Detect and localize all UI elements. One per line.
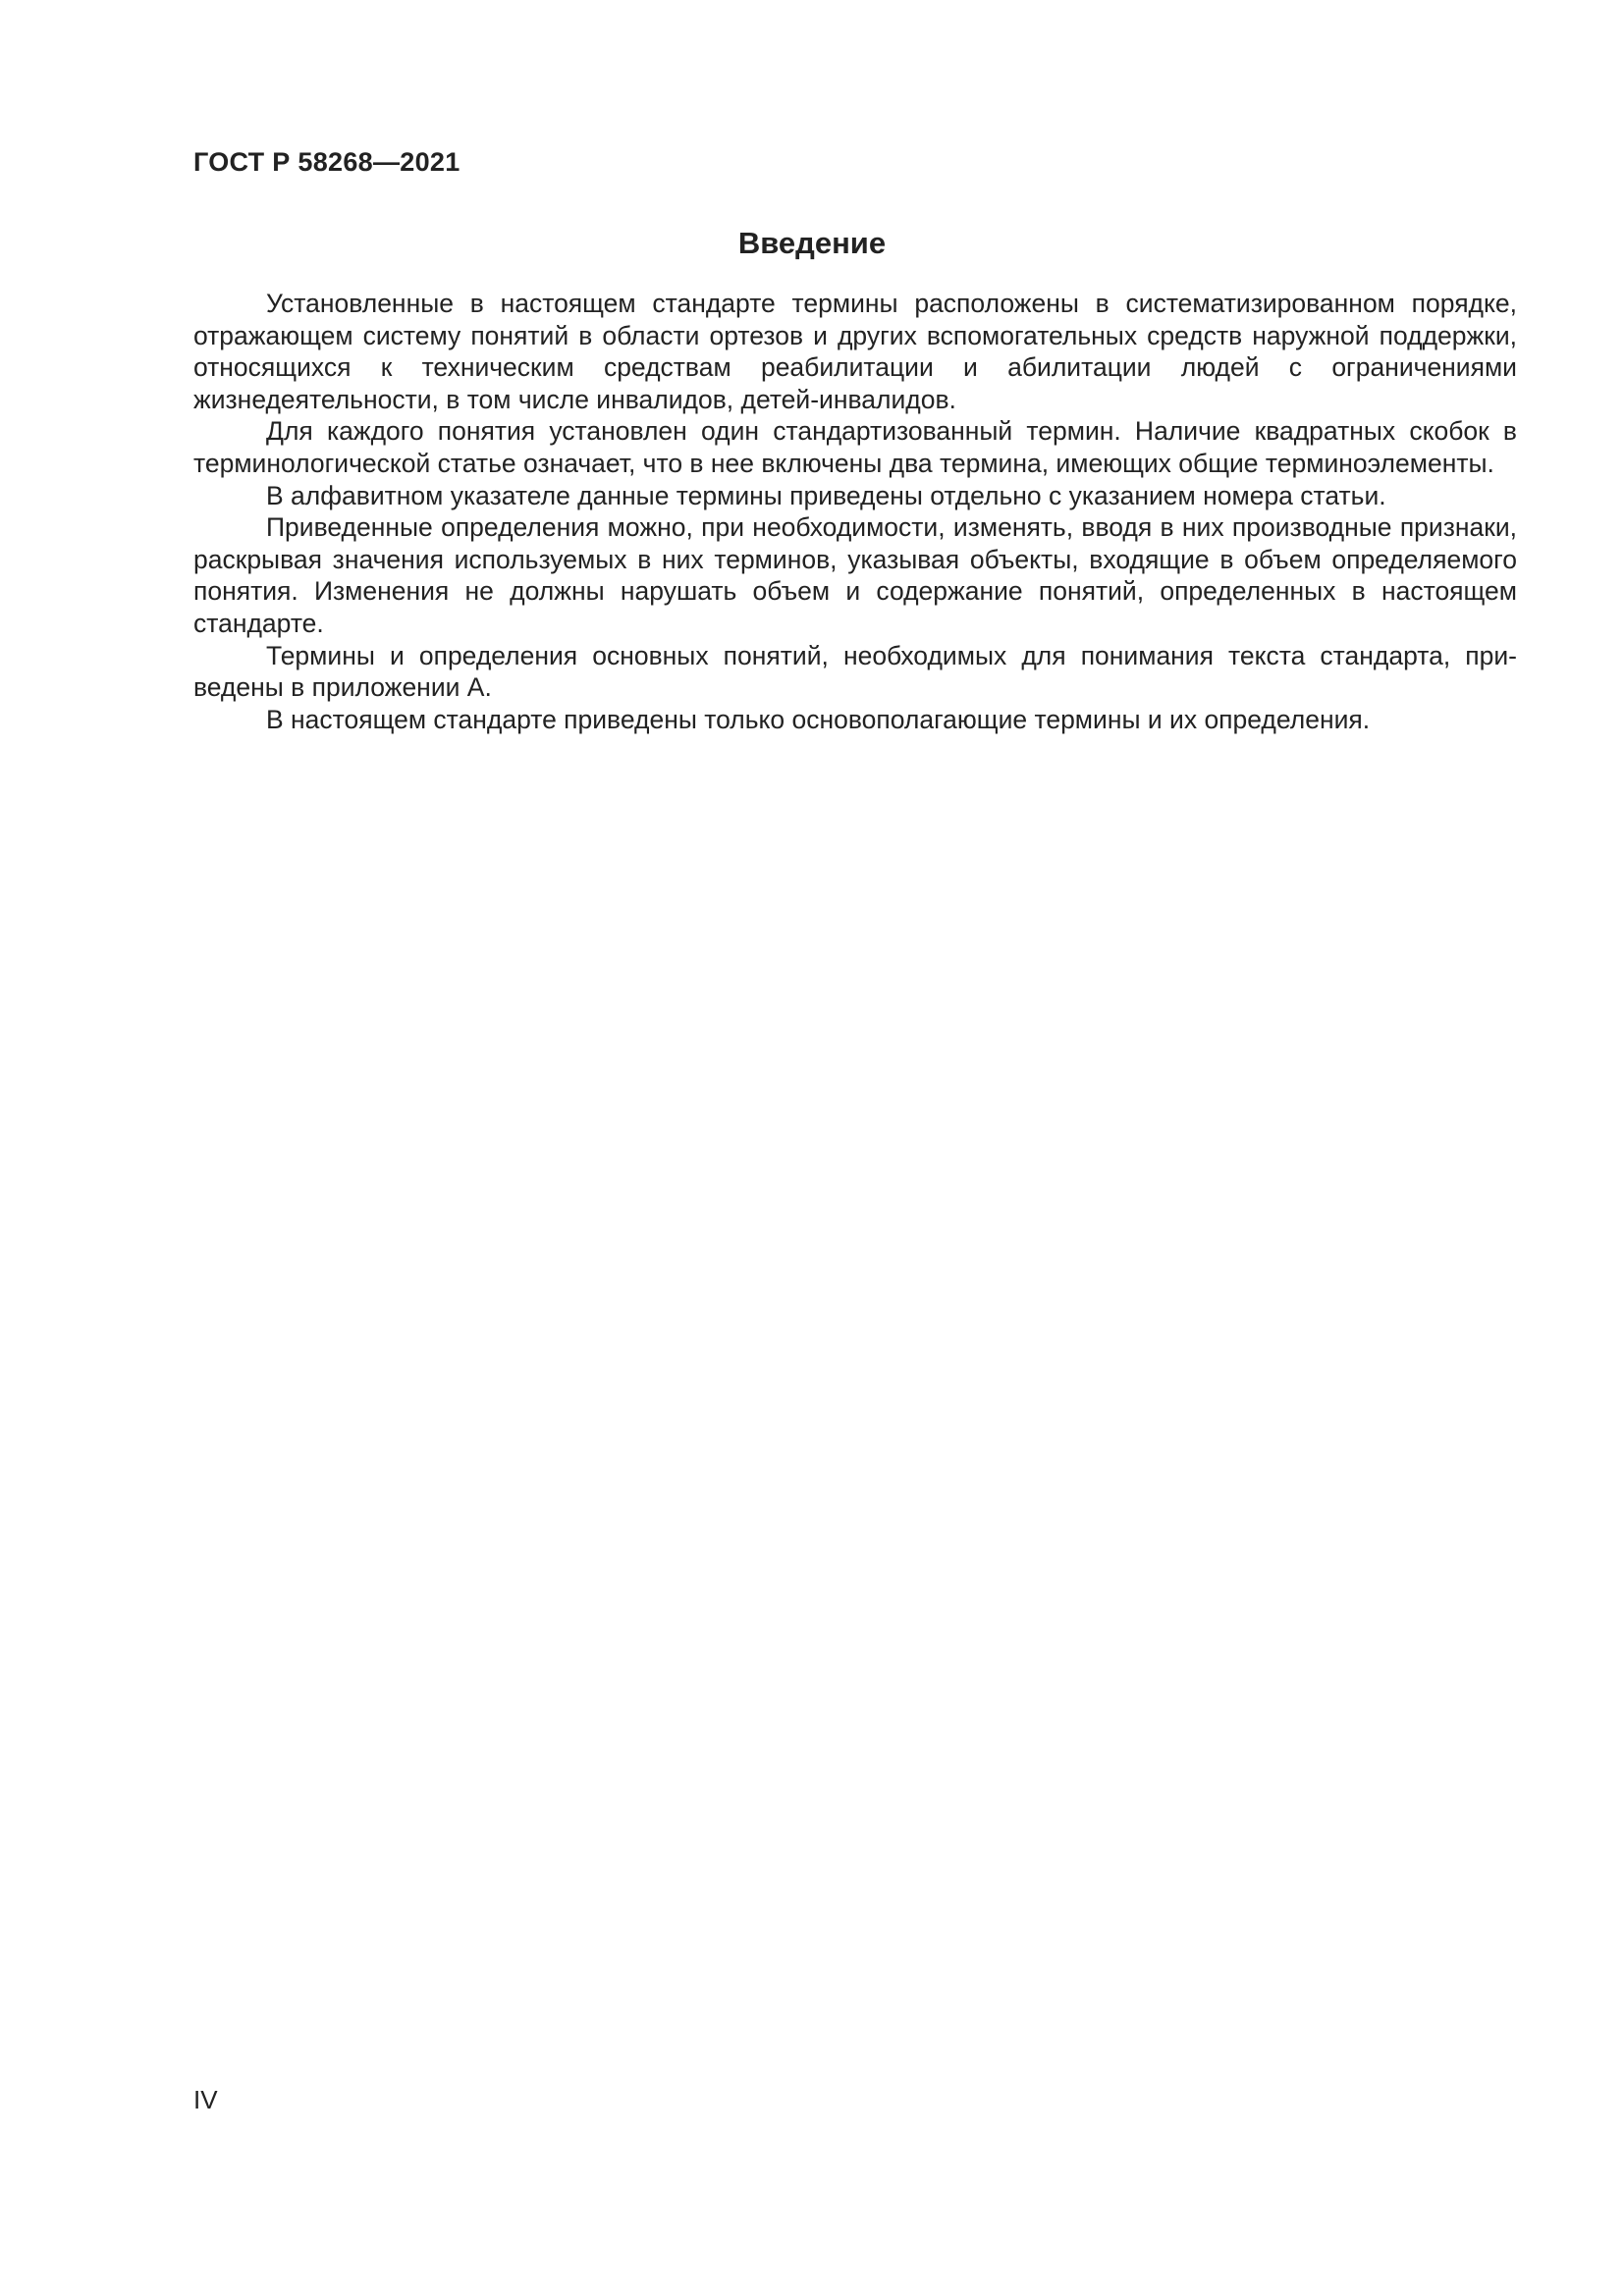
paragraph: Установленные в настоящем стандарте термины расположены в систематизированном порядке, отражающем систему понятий в области ортезов и других вспомогательных средств наружной поддержки, относящихся к техническим средствам реабилитации и абилитации людей с ограничениями жизнедеятельности, в том числе инвалидов, детей-инвалидов. [193, 289, 1517, 414]
paragraph: Приведенные определения можно, при необходимости, изменять, вводя в них производные признаки, раскрывая значения используемых в них терминов, указывая объекты, входящие в объем определяемого понятия. Изменения не должны нарушать объем и содержание понятий, определенных в настоящем стандарте. [193, 512, 1517, 638]
paragraph: Термины и определения основных понятий, необходимых для понимания текста стандарта, приведены в приложении А. [193, 640, 1517, 703]
document-code: ГОСТ Р 58268—2021 [193, 147, 460, 177]
paragraph: Для каждого понятия установлен один стандартизованный термин. Наличие квадратных скобок в терминологической статье означает, что в нее включены два термина, имеющих общие терминоэлементы. [193, 416, 1517, 478]
paragraph: В настоящем стандарте приведены только основополагающие термины и их определения. [266, 704, 1371, 734]
paragraph: В алфавитном указателе данные термины приведены отдельно с указанием номера статьи. [266, 480, 1386, 510]
page-number: IV [193, 2085, 218, 2114]
introduction-body [193, 288, 1517, 735]
section-title: Введение [737, 226, 887, 260]
